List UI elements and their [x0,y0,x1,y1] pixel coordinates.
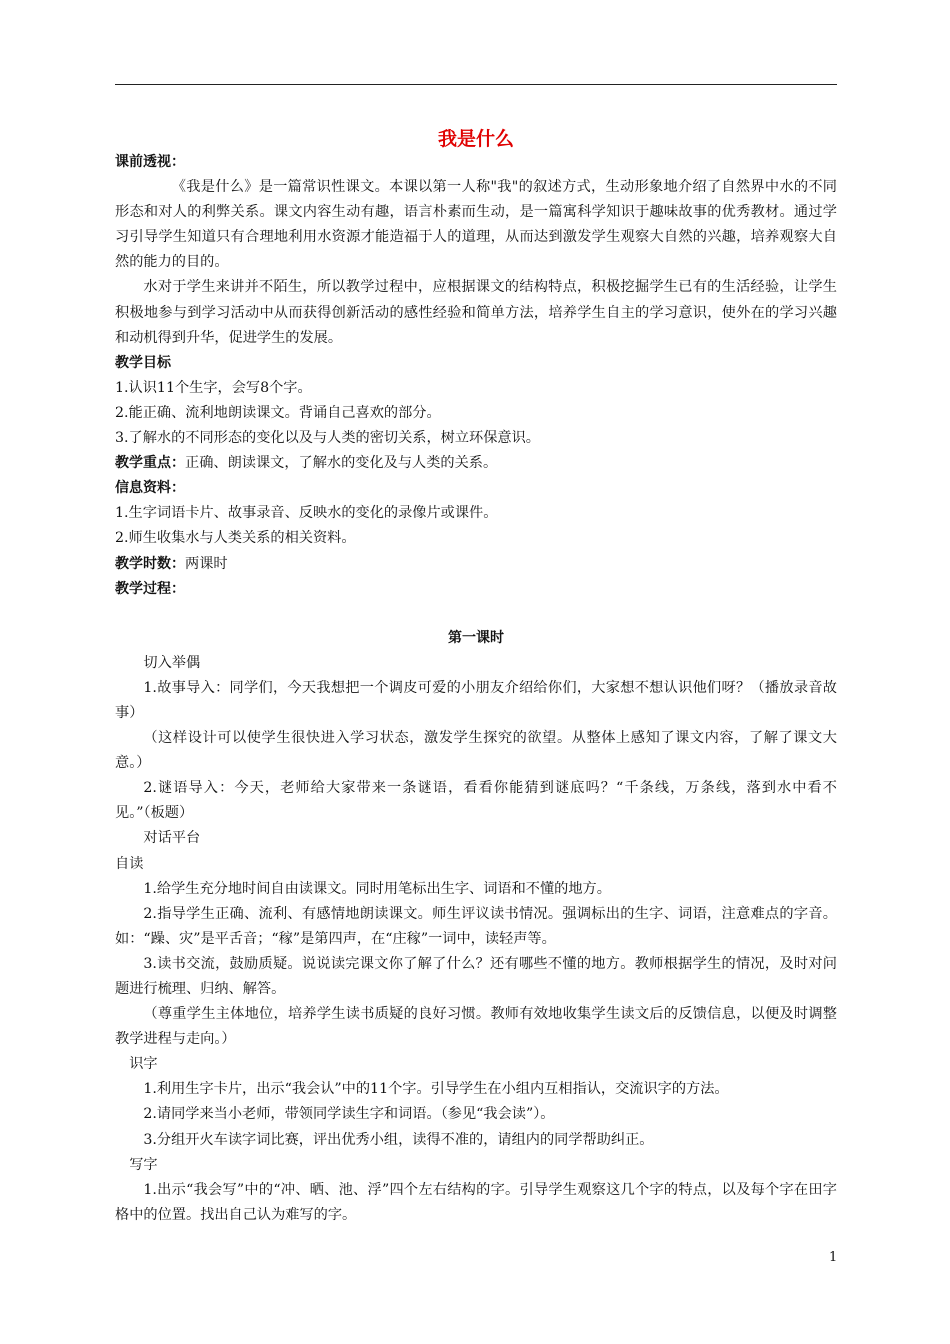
focus-text: 正确、朗读课文，了解水的变化及与人类的关系。 [185,455,498,472]
preview-paragraph-2: 水对于学生来讲并不陌生，所以教学过程中，应根据课文的结构特点，积极挖掘学生已有的生活经验，让学生积极地参与到学习活动中从而获得创新活动的感性经验和简单方法，培养学生自主的学习意识，使外在的学习兴趣和动机得到升华，促进学生的发展。 [115,279,837,346]
goal-item: 2.能正确、流利地朗读课文。背诵自己喜欢的部分。 [115,404,441,421]
section-heading-preview: 课前透视： [115,154,185,170]
hours-text: 两课时 [185,555,228,572]
document-body [115,150,837,1228]
preview-paragraph-1: 《我是什么》是一篇常识性课文。本课以第一人称"我"的叙述方式，生动形象地介绍了自然界中水的不同形态和对人的利弊关系。课文内容生动有趣，语言朴素而生动，是一篇寓科学知识于趣味故事的优秀教材。通过学习引导学生知道只有合理地利用水资源才能造福于人的道理，从而达到激发学生观察大自然的兴趣，培养观察大自然的能力的目的。 [115,179,837,271]
subsection-writing: 写字 [129,1156,158,1173]
recognition-paragraph-2: 2.请同学来当小老师，带领同学读生字和词语。（参见“我会读”）。 [143,1106,555,1123]
goal-item: 3.了解水的不同形态的变化以及与人类的密切关系，树立环保意识。 [115,430,540,447]
reading-paragraph-3: 3.读书交流，鼓励质疑。说说读完课文你了解了什么？还有哪些不懂的地方。教师根据学生的情况，及时对问题进行梳理、归纳、解答。 [115,955,837,997]
goal-item: 1.认识11个生字，会写8个字。 [115,379,312,396]
subsection-character-recognition: 识字 [129,1056,158,1073]
subsection-intro: 切入举偶 [143,654,201,671]
reading-paragraph-4: （尊重学生主体地位，培养学生读书质疑的良好习惯。教师有效地收集学生读文后的反馈信息，以便及时调整教学进程与走向。） [115,1006,837,1048]
reading-paragraph-1: 1.给学生充分地时间自由读课文。同时用笔标出生字、词语和不懂的地方。 [143,880,611,897]
header-rule [115,84,837,85]
intro-paragraph-3: 2.谜语导入：今天，老师给大家带来一条谜语，看看你能猜到谜底吗？“千条线，万条线，落到水中看不见。”（板题） [115,780,837,822]
lesson-heading: 第一课时 [448,629,504,646]
info-item: 1.生字词语卡片、故事录音、反映水的变化的录像片或课件。 [115,505,498,522]
reading-paragraph-2: 2.指导学生正确、流利、有感情地朗读课文。师生评议读书情况。强调标出的生字、词语，注意难点的字音。如：“躁、灾”是平舌音；“稼”是第四声，在“庄稼”一词中，读轻声等。 [115,905,837,947]
document-title: 我是什么 [437,128,514,150]
page-number: 1 [829,1250,838,1265]
recognition-paragraph-3: 3.分组开火车读字词比赛，评出优秀小组，读得不准的，请组内的同学帮助纠正。 [143,1131,654,1148]
hours-line [115,552,837,577]
section-heading-info: 信息资料： [115,480,185,497]
intro-paragraph-2: （这样设计可以使学生很快进入学习状态，激发学生探究的欲望。从整体上感知了课文内容，了解了课文大意。） [115,730,837,772]
writing-paragraph-1: 1.出示“我会写”中的“冲、晒、池、浮”四个左右结构的字。引导学生观察这几个字的特点，以及每个字在田字格中的位置。找出自己认为难写的字。 [115,1181,837,1223]
subsection-self-reading: 自读 [115,855,144,872]
focus-line [115,451,837,476]
intro-paragraph-1: 1.故事导入：同学们，今天我想把一个调皮可爱的小朋友介绍给你们，大家想不想认识他们呀？（播放录音故事） [115,679,837,721]
recognition-paragraph-1: 1.利用生字卡片，出示“我会认”中的11个字。引导学生在小组内互相指认，交流识字的方法。 [143,1081,729,1098]
hours-label: 教学时数： [115,555,185,572]
focus-label: 教学重点： [115,455,185,472]
section-heading-goals: 教学目标 [115,354,171,371]
subsection-dialogue: 对话平台 [143,830,201,847]
section-heading-process: 教学过程： [115,580,185,597]
info-item: 2.师生收集水与人类关系的相关资料。 [115,530,356,547]
